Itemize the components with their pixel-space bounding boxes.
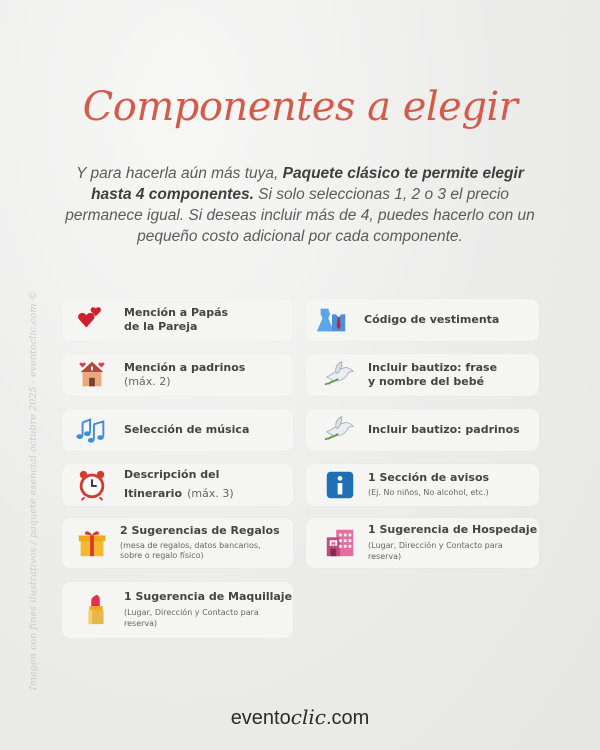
component-card-hospedaje bbox=[306, 518, 539, 568]
hospedaje-sub1: (Lugar, Dirección y Contacto para bbox=[368, 541, 503, 551]
component-card-itinerario bbox=[62, 464, 293, 506]
bautizo-padrinos-label: Incluir bautizo: padrinos bbox=[368, 423, 520, 437]
component-card-avisos bbox=[306, 464, 539, 506]
component-card-papas bbox=[62, 299, 293, 341]
lipstick-icon bbox=[78, 592, 114, 628]
bautizo-frase-line2: y nombre del bebé bbox=[368, 375, 485, 388]
maquillaje-sub1: (Lugar, Dirección y Contacto para bbox=[124, 608, 259, 618]
regalos-label: 2 Sugerencias de Regalos bbox=[120, 523, 280, 537]
dove-icon bbox=[322, 357, 358, 393]
logo-part2: clic bbox=[290, 705, 326, 729]
info-icon bbox=[322, 467, 358, 503]
gift-icon bbox=[74, 525, 110, 561]
music-notes-icon bbox=[74, 412, 110, 448]
component-card-bautizo-frase bbox=[306, 354, 539, 396]
maquillaje-sub2: reserva) bbox=[124, 618, 158, 628]
itinerario-line1: Descripción del bbox=[124, 468, 220, 482]
hospedaje-sub2: reserva) bbox=[368, 551, 402, 561]
component-card-regalos bbox=[62, 518, 293, 568]
bautizo-frase-line1: Incluir bautizo: frase bbox=[368, 361, 498, 375]
hotel-icon bbox=[322, 525, 358, 561]
wedding-chapel-icon bbox=[74, 357, 110, 393]
side-disclaimer: Imagen con fines ilustrativos / paquete esencial octubre 2025 · eventoclic.com © bbox=[28, 290, 39, 690]
musica-label: Selección de música bbox=[124, 423, 250, 437]
itinerario-line2: Itinerario bbox=[124, 486, 183, 500]
papas-line2: de la Pareja bbox=[124, 320, 198, 333]
component-card-bautizo-padrinos bbox=[306, 409, 539, 451]
vestimenta-label: Código de vestimenta bbox=[364, 313, 500, 327]
component-card-maquillaje bbox=[62, 582, 293, 638]
avisos-sub: (Ej. No niños, No alcohol, etc.) bbox=[368, 487, 489, 497]
intro-text bbox=[62, 163, 538, 247]
regalos-sub2: sobre o regalo físico) bbox=[120, 551, 204, 561]
brand-logo bbox=[0, 705, 600, 730]
itinerario-note: (máx. 3) bbox=[187, 486, 234, 500]
alarm-clock-icon bbox=[74, 467, 110, 503]
maquillaje-label: 1 Sugerencia de Maquillaje bbox=[124, 590, 293, 604]
svg-text:H: H bbox=[331, 541, 336, 548]
intro-part2: Si solo seleccionas 1, 2 o 3 el precio permanece igual. Si deseas incluir más de 4, puedes hacerlo con un pequeño costo adicional por cada componente. bbox=[65, 186, 535, 245]
padrinos-note: (máx. 2) bbox=[124, 375, 171, 388]
logo-part3: .com bbox=[325, 707, 370, 729]
intro-bold: Paquete clásico te permite elegir hasta 4 componentes. bbox=[91, 165, 524, 203]
logo-part1: evento bbox=[230, 707, 291, 729]
component-card-vestimenta bbox=[306, 299, 539, 341]
two-hearts-icon bbox=[74, 302, 110, 338]
component-card-musica bbox=[62, 409, 293, 451]
component-card-padrinos bbox=[62, 354, 293, 396]
dove-icon bbox=[322, 412, 358, 448]
papas-line1: Mención a Papás bbox=[124, 306, 229, 320]
page-title: Componentes a elegir bbox=[82, 84, 518, 130]
dress-and-shirt-icon bbox=[314, 302, 350, 338]
padrinos-label: Mención a padrinos bbox=[124, 361, 246, 375]
intro-part1: Y para hacerla aún más tuya, bbox=[76, 165, 283, 182]
regalos-sub1: (mesa de regalos, datos bancarios, bbox=[120, 540, 261, 550]
hospedaje-label: 1 Sugerencia de Hospedaje bbox=[368, 523, 538, 537]
avisos-label: 1 Sección de avisos bbox=[368, 471, 490, 485]
